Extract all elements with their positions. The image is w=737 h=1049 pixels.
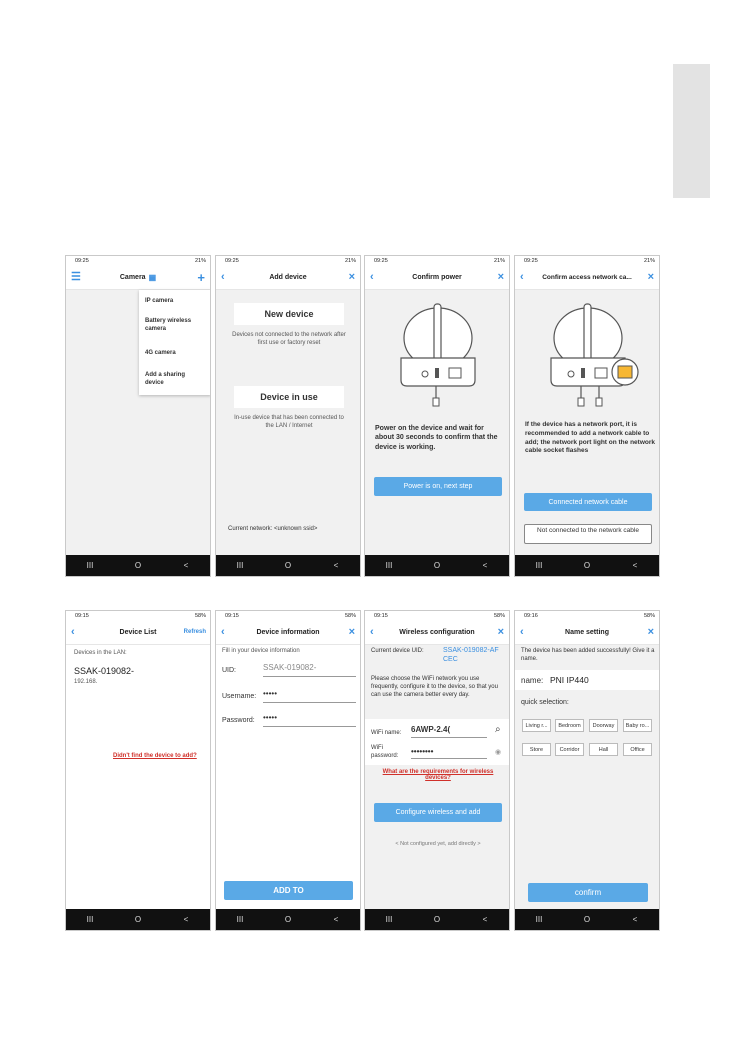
back-button[interactable]: <: [183, 915, 189, 924]
status-battery: 58%: [643, 613, 655, 619]
status-time: 09:15: [75, 613, 89, 619]
device-name[interactable]: SSAK-019082-: [74, 666, 135, 676]
password-label: Password:: [222, 717, 255, 724]
connected-cable-button[interactable]: Connected network cable: [524, 493, 652, 511]
back-arrow-icon[interactable]: ‹: [370, 626, 374, 638]
status-bar: [515, 611, 659, 621]
screen-device-information: [215, 610, 361, 931]
uid-value: SSAK-019082-AF CEC: [443, 647, 499, 664]
screen-camera-list: [65, 255, 211, 577]
screen-wireless-configuration: [364, 610, 510, 931]
home-button[interactable]: O: [284, 915, 292, 924]
header: [515, 266, 659, 290]
grid-icon[interactable]: ▦: [148, 273, 157, 282]
close-icon[interactable]: ×: [348, 626, 355, 638]
status-battery: 58%: [493, 613, 505, 619]
home-button[interactable]: O: [583, 915, 591, 924]
home-button[interactable]: O: [284, 561, 292, 570]
status-battery: 58%: [344, 613, 356, 619]
uid-label: UID:: [222, 667, 236, 674]
close-icon[interactable]: ×: [348, 271, 355, 283]
status-battery: 58%: [194, 613, 206, 619]
password-field[interactable]: •••••: [263, 713, 356, 727]
status-battery: 21%: [194, 258, 206, 264]
home-button[interactable]: O: [433, 561, 441, 570]
status-battery: 21%: [344, 258, 356, 264]
chip-doorway[interactable]: Doorway: [589, 719, 618, 732]
confirm-button[interactable]: confirm: [528, 883, 648, 902]
page-title: Camera: [119, 274, 146, 281]
status-time: 09:16: [524, 613, 538, 619]
screen-confirm-power: [364, 255, 510, 577]
header: [515, 621, 659, 645]
back-button[interactable]: <: [632, 561, 638, 570]
eye-icon[interactable]: ◉: [495, 749, 502, 756]
power-on-next-button[interactable]: Power is on, next step: [374, 477, 502, 496]
back-arrow-icon[interactable]: ‹: [520, 271, 524, 283]
name-field[interactable]: PNI IP440: [550, 675, 589, 685]
back-arrow-icon[interactable]: ‹: [520, 626, 524, 638]
name-label: name:: [521, 676, 544, 685]
status-time: 09:15: [374, 613, 388, 619]
status-battery: 21%: [493, 258, 505, 264]
status-bar: [365, 256, 509, 266]
language-tab: [673, 64, 710, 198]
recent-apps-button[interactable]: III: [236, 561, 244, 570]
wireless-requirements-link[interactable]: What are the requirements for wireless devices?: [382, 769, 494, 781]
recent-apps-button[interactable]: III: [236, 915, 244, 924]
recent-apps-button[interactable]: III: [535, 915, 543, 924]
back-arrow-icon[interactable]: ‹: [370, 271, 374, 283]
page-title: Device information: [256, 629, 320, 636]
status-bar: [66, 256, 210, 266]
wifi-password-label: WiFi password:: [371, 745, 399, 760]
username-label: Username:: [222, 693, 257, 700]
close-icon[interactable]: ×: [647, 626, 654, 638]
chip-office[interactable]: Office: [623, 743, 652, 756]
back-button[interactable]: <: [333, 915, 339, 924]
configure-wireless-button[interactable]: Configure wireless and add: [374, 803, 502, 822]
success-message: The device has been added successfully! Give it a name.: [521, 648, 655, 663]
page-title: Confirm access network ca...: [542, 274, 632, 281]
device-in-use-card[interactable]: Device in use: [234, 386, 344, 408]
android-nav-bar: [66, 555, 210, 576]
page-title: Device List: [119, 629, 157, 636]
back-button[interactable]: <: [482, 915, 488, 924]
home-button[interactable]: O: [134, 915, 142, 924]
status-time: 09:25: [374, 258, 388, 264]
home-button[interactable]: O: [583, 561, 591, 570]
header: [216, 621, 360, 645]
status-time: 09:25: [75, 258, 89, 264]
page-title: Name setting: [565, 629, 609, 636]
android-nav-bar: [66, 909, 210, 930]
status-bar: [216, 256, 360, 266]
uid-field[interactable]: SSAK-019082-: [263, 663, 356, 677]
menu-icon[interactable]: ☰: [71, 271, 81, 283]
not-connected-cable-button[interactable]: Not connected to the network cable: [524, 524, 652, 544]
back-button[interactable]: <: [632, 915, 638, 924]
recent-apps-button[interactable]: III: [385, 561, 393, 570]
recent-apps-button[interactable]: III: [86, 915, 94, 924]
refresh-button[interactable]: Refresh: [183, 629, 206, 635]
screen-confirm-network-cable: [514, 255, 660, 577]
add-directly-link[interactable]: < Not configured yet, add directly >: [395, 841, 481, 847]
android-nav-bar: [515, 555, 659, 576]
android-nav-bar: [365, 909, 509, 930]
back-button[interactable]: <: [482, 561, 488, 570]
page-title: Confirm power: [412, 274, 462, 281]
android-nav-bar: [515, 909, 659, 930]
close-icon[interactable]: ×: [647, 271, 654, 283]
header: [66, 266, 210, 290]
network-cable-instruction: If the device has a network port, it is recommended to add a network cable to add; the network port light on the network cable socket flashes: [525, 421, 655, 455]
recent-apps-button[interactable]: III: [385, 915, 393, 924]
header: [66, 621, 210, 645]
header: [365, 266, 509, 290]
wifi-password-field[interactable]: ••••••••: [411, 747, 487, 759]
menu-item-sharing-device[interactable]: Add a sharing device: [145, 372, 186, 386]
power-instruction: Power on the device and wait for about 30 seconds to confirm that the device is working.: [375, 425, 498, 451]
device-ip: 192.168.: [74, 679, 98, 685]
android-nav-bar: [365, 555, 509, 576]
new-device-card[interactable]: New device: [234, 303, 344, 325]
home-button[interactable]: O: [134, 561, 142, 570]
menu-item-battery-camera[interactable]: Battery wireless camera: [145, 318, 192, 332]
menu-item-4g-camera[interactable]: 4G camera: [145, 350, 176, 356]
android-nav-bar: [216, 555, 360, 576]
chip-bedroom[interactable]: Bedroom: [555, 719, 584, 732]
camera-illustration-icon: [387, 300, 489, 408]
status-bar: [365, 611, 509, 621]
status-time: 09:25: [524, 258, 538, 264]
status-bar: [216, 611, 360, 621]
screen-name-setting: [514, 610, 660, 931]
recent-apps-button[interactable]: III: [535, 561, 543, 570]
chip-baby-room[interactable]: Baby ro...: [623, 719, 652, 732]
status-battery: 21%: [643, 258, 655, 264]
back-arrow-icon[interactable]: ‹: [221, 271, 225, 283]
add-to-button[interactable]: ADD TO: [224, 881, 353, 900]
quick-selection-label: quick selection:: [521, 699, 569, 706]
status-bar: [66, 611, 210, 621]
screen-add-device: [215, 255, 361, 577]
screen-device-list: [65, 610, 211, 931]
new-device-description: Devices not connected to the network after first use or factory reset: [232, 332, 346, 347]
chip-corridor[interactable]: Corridor: [555, 743, 584, 756]
back-button[interactable]: <: [333, 561, 339, 570]
close-icon[interactable]: ×: [497, 626, 504, 638]
header: [365, 621, 509, 645]
add-icon[interactable]: +: [197, 270, 205, 285]
back-button[interactable]: <: [183, 561, 189, 570]
wifi-name-field[interactable]: 6AWP-2.4(: [411, 725, 487, 738]
username-field[interactable]: •••••: [263, 689, 356, 703]
add-menu: [139, 290, 211, 395]
uid-label: Current device UID:: [371, 648, 424, 654]
close-icon[interactable]: ×: [497, 271, 504, 283]
chip-store[interactable]: Store: [522, 743, 551, 756]
menu-item-ip-camera[interactable]: IP camera: [145, 298, 174, 304]
header: [216, 266, 360, 290]
android-nav-bar: [216, 909, 360, 930]
lan-devices-label: Devices in the LAN:: [74, 650, 127, 656]
search-icon[interactable]: ⌕: [495, 724, 501, 735]
page-title: Wireless configuration: [399, 629, 475, 636]
page-title: Add device: [269, 274, 307, 281]
device-not-found-link[interactable]: Didn't find the device to add?: [113, 753, 197, 759]
status-time: 09:25: [225, 258, 239, 264]
chip-hall[interactable]: Hall: [589, 743, 618, 756]
back-arrow-icon[interactable]: ‹: [221, 626, 225, 638]
chip-living-room[interactable]: Living r...: [522, 719, 551, 732]
status-bar: [515, 256, 659, 266]
recent-apps-button[interactable]: III: [86, 561, 94, 570]
wifi-name-label: WiFi name:: [371, 730, 402, 736]
fill-info-label: Fill in your device information: [222, 648, 300, 654]
choose-wifi-text: Please choose the WiFi network you use frequently, configure it to the device, so that you can use the camera better every day.: [371, 676, 498, 699]
status-time: 09:15: [225, 613, 239, 619]
home-button[interactable]: O: [433, 915, 441, 924]
back-arrow-icon[interactable]: ‹: [71, 626, 75, 638]
device-in-use-description: In-use device that has been connected to the LAN / Internet: [234, 415, 344, 430]
current-network: Current network: <unknown ssid>: [228, 526, 318, 532]
camera-network-port-icon: [537, 300, 639, 408]
